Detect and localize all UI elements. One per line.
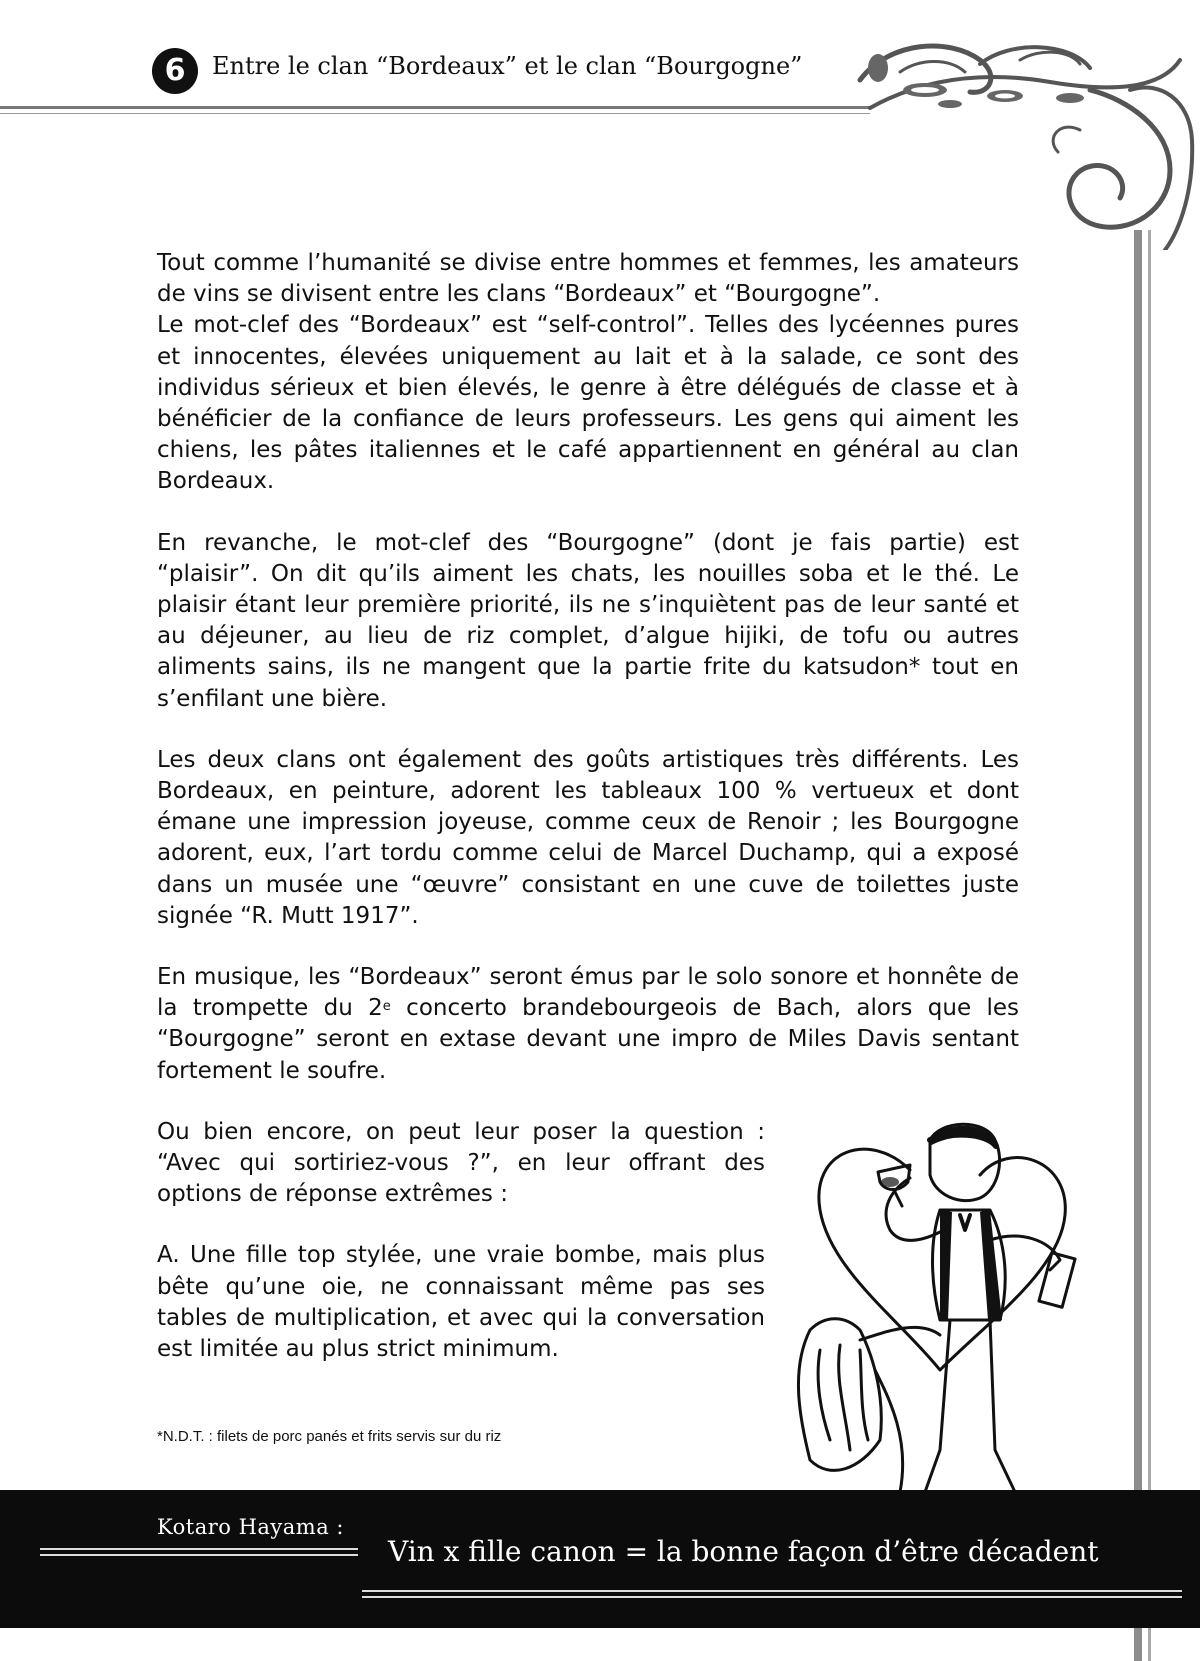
- paragraph-5-start: En musique, les “Bordeaux” seront émus par le solo sonore et honnête de la trompette du 2: [157, 964, 1019, 1022]
- right-border-lines: [1128, 230, 1168, 1661]
- banner-rule-bottom-b: [362, 1596, 1182, 1598]
- banner-rule-top-b: [40, 1554, 358, 1556]
- paragraph-1: Tout comme l’humanité se divise entre hommes et femmes, les amateurs de vins se divisent entre les clans “Bordeaux” et “Bourgogne”.: [157, 250, 1019, 308]
- border-line-thick: [1134, 230, 1142, 1661]
- banner-title: Vin x fille canon = la bonne façon d’être décadent: [388, 1535, 1099, 1568]
- header-rule-thin: [0, 113, 870, 114]
- bottom-banner: [0, 1490, 1200, 1628]
- paragraph-5: [157, 962, 1019, 1087]
- paragraph-5-end: concerto brandebourgeois de Bach, alors que les “Bourgogne” seront en extase devant une impro de Miles Davis sentant fortement le soufre.: [157, 995, 1020, 1084]
- banner-author: Kotaro Hayama :: [157, 1515, 344, 1539]
- footnote: *N.D.T. : filets de porc panés et frits servis sur du riz: [157, 1428, 502, 1445]
- paragraph-7: A. Une fille top stylée, une vraie bombe, mais plus bête qu’une oie, ne connaissant même pas ses tables de multiplication, et avec qui la conversation est limitée au plus strict minimum.: [157, 1242, 765, 1363]
- header-rule: [0, 106, 870, 109]
- border-line-thin: [1148, 230, 1151, 1661]
- paragraph-2: Le mot-clef des “Bordeaux” est “self-control”. Telles des lycéennes pures et innocentes, élevées uniquement au lait et à la salade, ce sont des individus sérieux et bien élevés, le genre à être délégués de classe et à bénéficier de la confiance de leurs professeurs. Les gens qui aiment les chiens, les pâtes italiennes et le café appartiennent en général au clan Bordeaux.: [157, 312, 1019, 495]
- banner-rule-top-a: [40, 1548, 358, 1550]
- flourish-ornament-icon: [830, 20, 1200, 250]
- paragraph-4: Les deux clans ont également des goûts artistiques très différents. Les Bordeaux, en peinture, adorent les tableaux 100 % vertueux et dont émane une impression joyeuse, comme ceux de Renoir ; les Bourgogne adorent, eux, l’art tordu comme celui de Marcel Duchamp, qui a exposé dans un musée une “œuvre” consistant en une cuve de toilettes juste signée “R. Mutt 1917”.: [157, 746, 1019, 929]
- paragraph-6: Ou bien encore, on peut leur poser la question : “Avec qui sortiriez-vous ?”, en leur offrant des options de réponse extrêmes :: [157, 1118, 765, 1208]
- chapter-title: Entre le clan “Bordeaux” et le clan “Bourgogne”: [212, 52, 803, 80]
- banner-rule-bottom-a: [362, 1590, 1182, 1592]
- chapter-number-badge: 6: [152, 48, 198, 94]
- paragraph-3: En revanche, le mot-clef des “Bourgogne” (dont je fais partie) est “plaisir”. On dit qu’ils aiment les chats, les nouilles soba et le thé. Le plaisir étant leur première priorité, ils ne s’inquiètent pas de leur santé et au déjeuner, au lieu de riz complet, d’algue hijiki, de tofu ou autres aliments sains, ils ne mangent que la partie frite du katsudon* tout en s’enfilant une bière.: [157, 529, 1019, 712]
- couple-drinking-wine-illustration-icon: [790, 1120, 1110, 1500]
- ordinal-superscript: e: [382, 999, 391, 1015]
- page-header: [0, 0, 1200, 240]
